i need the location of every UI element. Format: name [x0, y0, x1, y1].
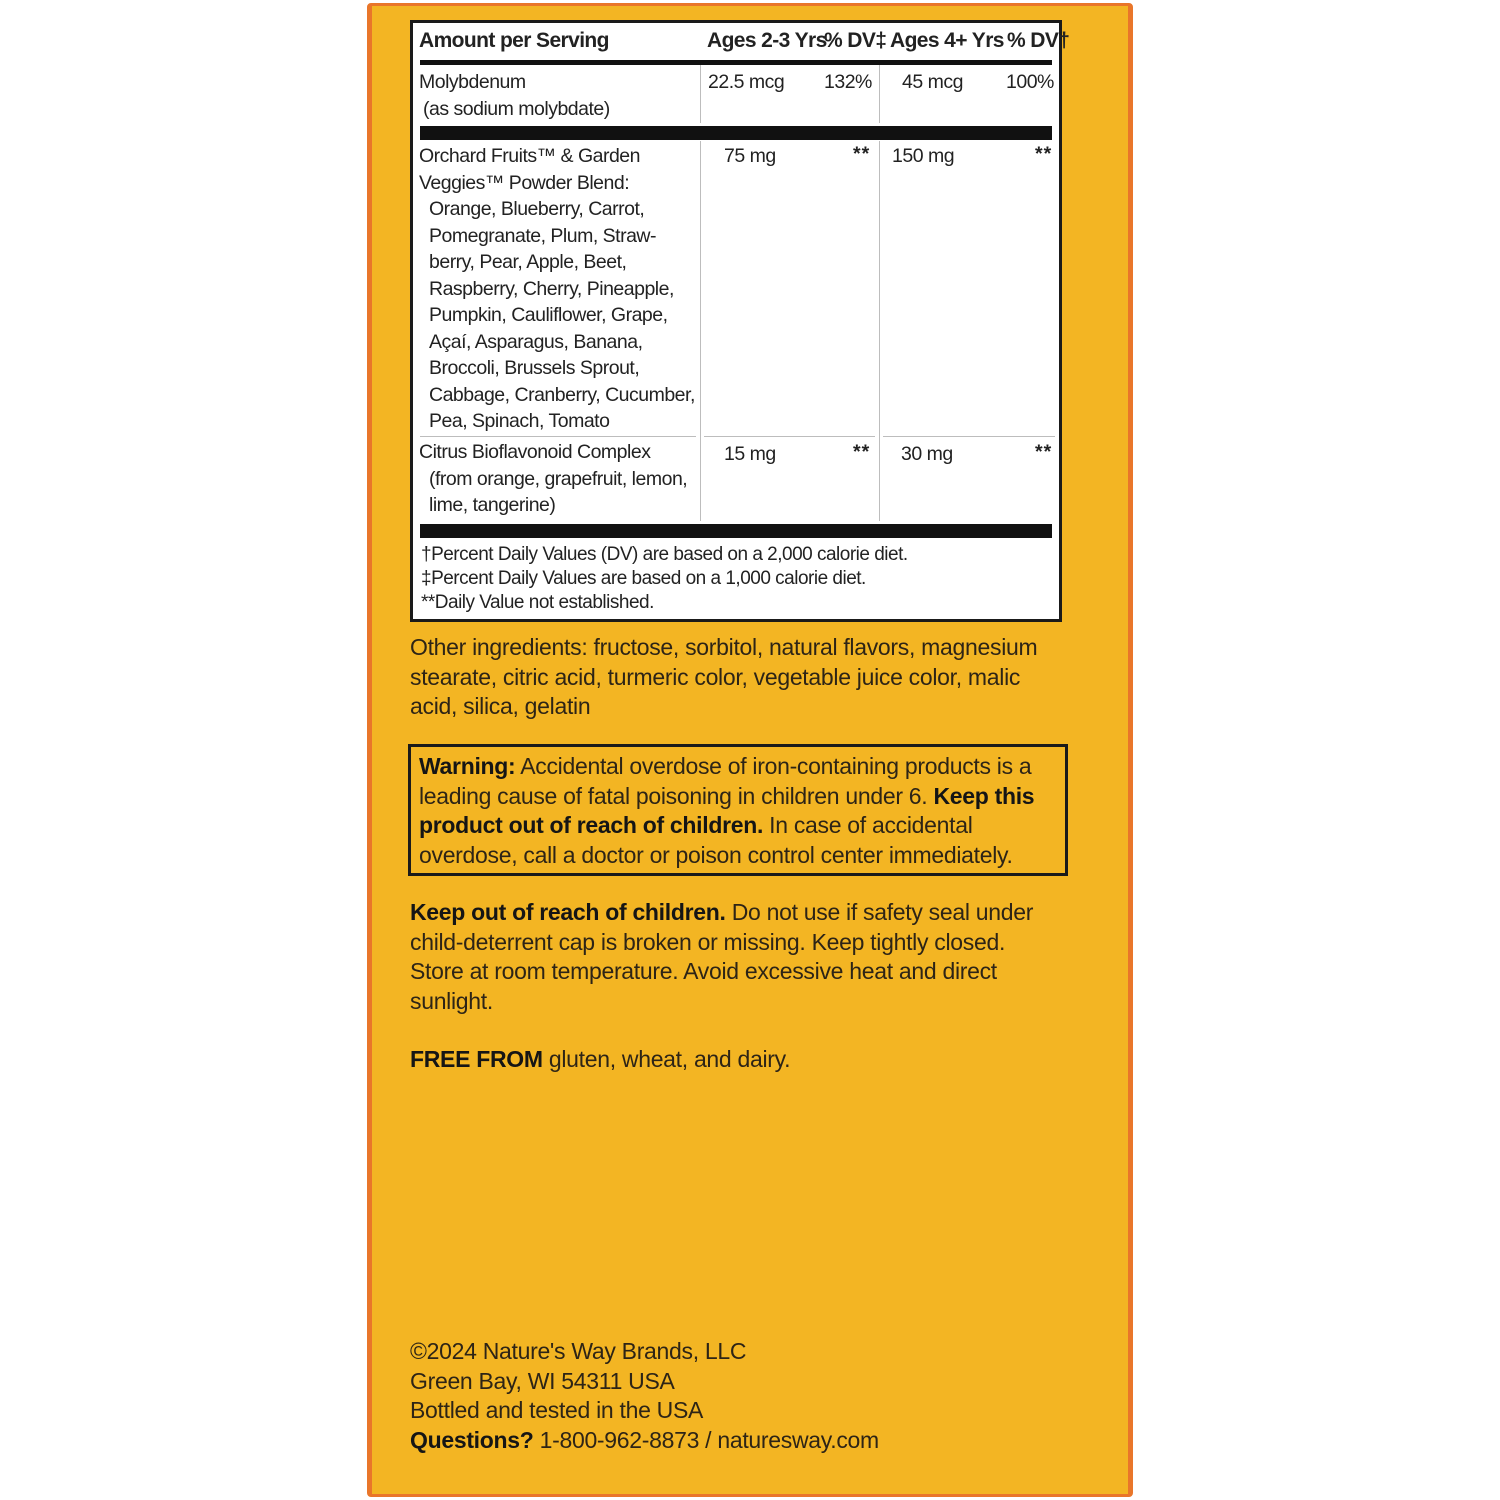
- warning-overdose-text: In case of accidental overdose, call a doctor or poison control center immediately.: [419, 812, 1013, 868]
- dv-ages-4-plus: **: [1035, 143, 1053, 165]
- dv-ages-4-plus: 100%: [1006, 71, 1054, 93]
- copyright-line: ©2024 Nature's Way Brands, LLC: [410, 1338, 747, 1364]
- contact-info: 1-800-962-8873 / naturesway.com: [533, 1426, 879, 1453]
- amount-ages-2-3: 22.5 mcg: [708, 71, 785, 93]
- supplement-facts-table: [410, 20, 1070, 622]
- warning-text: Accidental overdose of iron-containing products is a leading cause of fatal poisoning in children under 6.: [419, 753, 1032, 809]
- warning-label: Warning:: [419, 753, 516, 779]
- amount-ages-4-plus: 150 mg: [892, 145, 955, 167]
- column-separator: [879, 65, 880, 123]
- other-ingredients: Other ingredients: fructose, sorbitol, natural flavors, magnesium stearate, citric acid, turmeric color, vegetable juice color, malic acid, silica, gelatin: [410, 634, 1038, 719]
- dv-ages-2-3: **: [853, 441, 871, 463]
- amount-ages-2-3: 75 mg: [724, 145, 776, 167]
- address-line: Green Bay, WI 54311 USA: [410, 1367, 675, 1394]
- row-divider: [883, 436, 1055, 437]
- footnote-dv-not-established: **Daily Value not established.: [421, 592, 654, 613]
- header-dv-1: % DV‡: [824, 29, 887, 52]
- section-rule: [420, 126, 1052, 140]
- contact-line: [410, 1426, 1070, 1456]
- storage-bold: Keep out of reach of children.: [410, 899, 726, 925]
- header-dv-2: % DV†: [1007, 29, 1070, 52]
- free-from-label: FREE FROM: [410, 1046, 543, 1072]
- company-info: [410, 1337, 1070, 1455]
- warning-keep-out-of-reach: Keep this product out of reach of children.: [419, 782, 1035, 838]
- storage-text: Do not use if safety seal under child-deterrent cap is broken or missing. Keep tightly closed. Store at room temperature. Avoid excessive heat and direct sunlight.: [410, 899, 1034, 1014]
- dv-ages-2-3: 132%: [824, 71, 872, 93]
- free-from: [410, 1045, 1070, 1075]
- nutrient-name-orchard-blend: Orchard Fruits™ & Garden Veggies™ Powder Blend: Orange, Blueberry, Carrot, Pomegranate, Plum, Straw- berry, Pear, Apple, Beet, Raspberry, Cherry, Pineapple, Pumpkin, Cauliflower, Grape, Açaí, Asparagus, Banana, Broccoli, Brussels Sprout, Cabbage, Cranberry, Cucumber, Pea, Spinach, Tomato: [419, 145, 695, 432]
- amount-ages-4-plus: 30 mg: [901, 443, 953, 465]
- amount-ages-2-3: 15 mg: [724, 443, 776, 465]
- section-rule: [420, 524, 1052, 538]
- column-separator: [700, 65, 701, 123]
- questions-label: Questions?: [410, 1426, 534, 1453]
- nutrient-name-molybdenum: Molybdenum (as sodium molybdate): [419, 71, 610, 120]
- footnote-dv-1000: ‡Percent Daily Values are based on a 1,000 calorie diet.: [421, 568, 866, 589]
- header-rule: [420, 60, 1052, 65]
- nutrient-name-citrus-bioflavonoid: Citrus Bioflavonoid Complex (from orange, grapefruit, lemon, lime, tangerine): [419, 441, 688, 516]
- storage-instructions: [410, 898, 1060, 1016]
- dv-ages-4-plus: **: [1035, 441, 1053, 463]
- header-ages-4-plus: Ages 4+ Yrs: [890, 29, 1004, 52]
- bottled-line: Bottled and tested in the USA: [410, 1397, 704, 1423]
- header-amount-per-serving: Amount per Serving: [419, 29, 609, 52]
- row-divider: [420, 436, 696, 437]
- header-ages-2-3: Ages 2-3 Yrs: [707, 29, 827, 52]
- row-divider: [704, 436, 875, 437]
- column-separator: [879, 141, 880, 521]
- warning-box: [408, 744, 1068, 876]
- dv-ages-2-3: **: [853, 143, 871, 165]
- footnote-dv-2000: †Percent Daily Values (DV) are based on a 2,000 calorie diet.: [421, 544, 908, 565]
- free-from-text: gluten, wheat, and dairy.: [542, 1046, 791, 1072]
- column-separator: [700, 141, 701, 521]
- amount-ages-4-plus: 45 mcg: [902, 71, 963, 93]
